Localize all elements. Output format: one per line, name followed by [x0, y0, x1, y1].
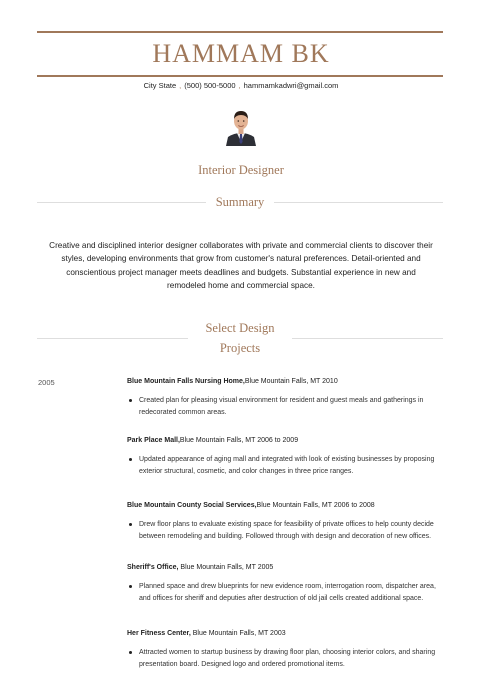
contact-line [0, 81, 482, 91]
bullet-dot-icon [129, 458, 132, 461]
summary-heading [37, 192, 443, 212]
project-entry [127, 629, 439, 671]
divider-line [37, 202, 206, 203]
project-bullet [127, 647, 439, 671]
project-detail: Blue Mountain Falls, MT 2006 to 2009 [179, 437, 299, 444]
project-title [127, 501, 439, 511]
project-entry [127, 377, 439, 419]
project-bullet-text: Updated appearance of aging mall and integrated with look of existing businesses by proposing exterior structural, cosmetic, and color changes in three price ranges. [139, 456, 435, 475]
bullet-dot-icon [129, 399, 132, 402]
profile-photo-graphic [224, 106, 258, 146]
projects-heading [37, 318, 443, 358]
contact-location: City State [143, 81, 177, 90]
bullet-dot-icon [129, 651, 132, 654]
project-title [127, 436, 439, 446]
job-title: Interior Designer [198, 163, 284, 177]
project-detail: Blue Mountain Falls, MT 2010 [244, 378, 338, 385]
contact-phone: (500) 500-5000 [184, 81, 236, 90]
project-name: Her Fitness Center, [127, 630, 191, 637]
project-detail: Blue Mountain Falls, MT 2003 [190, 630, 286, 637]
project-bullet-text: Created plan for pleasing visual environment for resident and guest meals and gatherings in redecorated common areas. [139, 397, 424, 416]
project-bullet [127, 454, 439, 478]
bullet-dot-icon [129, 523, 132, 526]
candidate-name: HAMMAM BK [152, 39, 330, 68]
summary-text: Creative and disciplined interior designer collaborates with private and commercial clients to discover their styles, developing environments that grow from customer's natural preferences. Detail-oriented and conscientious project manager meets deadlines and budgets. Substantial experience in new and remodeled home and commercial space. [49, 241, 433, 291]
project-bullet [127, 395, 439, 419]
project-name: Blue Mountain Falls Nursing Home, [127, 378, 245, 385]
profile-photo-icon [224, 106, 258, 146]
project-bullet [127, 519, 439, 543]
projects-heading-label: Select Design Projects [205, 321, 275, 355]
project-title [127, 629, 439, 639]
project-bullet-text: Attracted women to startup business by drawing floor plan, choosing interior colors, and sharing presentation board. Designed logo and ordered promotional items. [139, 649, 436, 668]
header-top-rule [37, 31, 443, 33]
project-bullet [127, 581, 439, 605]
project-detail: Blue Mountain Falls, MT 2006 to 2008 [256, 502, 375, 509]
project-entry [127, 563, 439, 605]
project-entry [127, 501, 439, 543]
project-title [127, 563, 439, 573]
divider-line [274, 202, 443, 203]
divider-line [292, 338, 443, 339]
project-detail: Blue Mountain Falls, MT 2005 [178, 564, 274, 571]
project-title [127, 377, 439, 387]
divider-line [37, 338, 188, 339]
contact-email: hammamkadwri@gmail.com [243, 81, 339, 90]
summary-heading-label: Summary [215, 194, 265, 209]
header-bottom-rule [37, 75, 443, 77]
contact-separator: , [179, 81, 182, 90]
project-name: Sheriff's Office, [127, 564, 179, 571]
project-bullet-text: Planned space and drew blueprints for new evidence room, interrogation room, dispatcher area, and offices for sheriff and deputies after destruction of old jail cells created additional space. [139, 583, 436, 602]
project-name: Blue Mountain County Social Services, [127, 502, 257, 509]
project-bullet-text: Drew floor plans to evaluate existing space for feasibility of private offices to help county decide between remodeling and building. Followed through with design and decoration of new offices. [139, 521, 434, 540]
bullet-dot-icon [129, 585, 132, 588]
contact-separator: , [238, 81, 241, 90]
project-year: 2005 [38, 378, 55, 387]
project-name: Park Place Mall, [127, 437, 180, 444]
project-entry [127, 436, 439, 478]
